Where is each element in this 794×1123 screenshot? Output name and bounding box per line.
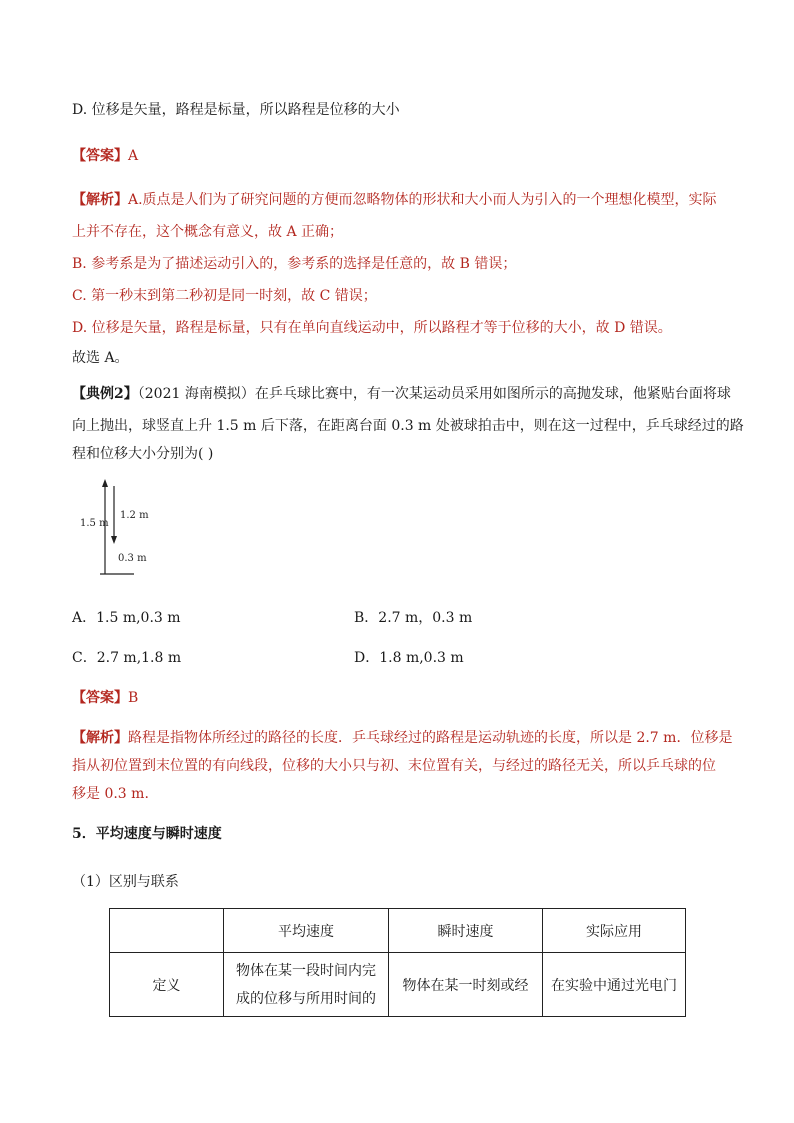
table-cell: 物体在某一时刻或经 (389, 953, 543, 1017)
answer-tag: 【答案】 (72, 690, 128, 706)
analysis-tag: 【解析】 (72, 730, 128, 746)
section-5-title: 5．平均速度与瞬时速度 (72, 826, 222, 842)
example-2-line-1 (72, 384, 731, 404)
analysis-2-line-1 (72, 728, 732, 748)
analysis-1-line-6: 故选 A。 (72, 350, 129, 366)
table-cell-line: 物体在某一段时间内完 (236, 962, 376, 979)
example-2-line-3: 程和位移大小分别为( ) (72, 446, 214, 462)
answer-tag: 【答案】 (72, 148, 128, 164)
answer-value: B (128, 690, 139, 706)
analysis-text: 路程是指物体所经过的路径的长度．乒乓球经过的路程是运动轨迹的长度，所以是 2.7 m．位移是 (128, 730, 733, 746)
analysis-tag: 【解析】 (72, 192, 128, 208)
table-header-cell: 平均速度 (224, 909, 389, 953)
table-cell: 在实验中通过光电门 (543, 953, 686, 1017)
option-d-previous: D. 位移是矢量，路程是标量，所以路程是位移的大小 (72, 102, 400, 118)
example-source: （2021 海南模拟） (137, 386, 255, 402)
answer-1 (72, 146, 138, 166)
section-5-subtitle: （1）区别与联系 (72, 874, 179, 890)
analysis-2-line-2: 指从初位置到末位置的有向线段，位移的大小只与初、末位置有关，与经过的路径无关，所以乒乓球的位 (72, 758, 716, 774)
answer-2 (72, 688, 138, 708)
example-2-line-2: 向上抛出，球竖直上升 1.5 m 后下落，在距离台面 0.3 m 处被球拍击中，则在这一过程中，乒乓球经过的路 (72, 418, 744, 434)
comparison-table (109, 908, 686, 1017)
label-total: 1.5 m (80, 518, 109, 529)
table-row-label: 定义 (110, 953, 224, 1017)
example-tag: 【典例2】 (72, 386, 138, 402)
table-header-cell (110, 909, 224, 953)
analysis-1-line-5: D. 位移是矢量，路程是标量，只有在单向直线运动中，所以路程才等于位移的大小，故 D 错误。 (72, 320, 672, 336)
option-a: A．1.5 m,0.3 m (72, 610, 181, 626)
table-header-cell: 实际应用 (543, 909, 686, 953)
option-d: D．1.8 m,0.3 m (354, 650, 464, 666)
label-fall: 1.2 m (120, 510, 149, 521)
table-header-cell: 瞬时速度 (389, 909, 543, 953)
table-cell (224, 953, 389, 1017)
label-hit: 0.3 m (118, 553, 147, 564)
example-text: 在乒乓球比赛中，有一次某运动员采用如图所示的高抛发球，他紧贴台面将球 (254, 386, 731, 402)
rise-arrow-icon (102, 479, 108, 487)
analysis-1-line-4: C. 第一秒末到第二秒初是同一时刻，故 C 错误； (72, 288, 377, 304)
table-cell-line: 成的位移与所用时间的 (236, 990, 376, 1007)
analysis-1-line-3: B. 参考系是为了描述运动引入的，参考系的选择是任意的，故 B 错误； (72, 256, 517, 272)
option-b: B．2.7 m，0.3 m (354, 610, 473, 626)
table-row (110, 953, 686, 1017)
fall-arrow-icon (111, 536, 117, 544)
analysis-2-line-3: 移是 0.3 m. (72, 786, 149, 802)
answer-value: A (128, 148, 139, 164)
pingpong-diagram (76, 478, 186, 578)
table-header-row (110, 909, 686, 953)
analysis-1-line-2: 上并不存在，这个概念有意义，故 A 正确； (72, 224, 344, 240)
analysis-1-line-1 (72, 190, 717, 210)
option-c: C．2.7 m,1.8 m (72, 650, 182, 666)
analysis-text: A.质点是人们为了研究问题的方便而忽略物体的形状和大小而人为引入的一个理想化模型，实际 (128, 192, 717, 208)
